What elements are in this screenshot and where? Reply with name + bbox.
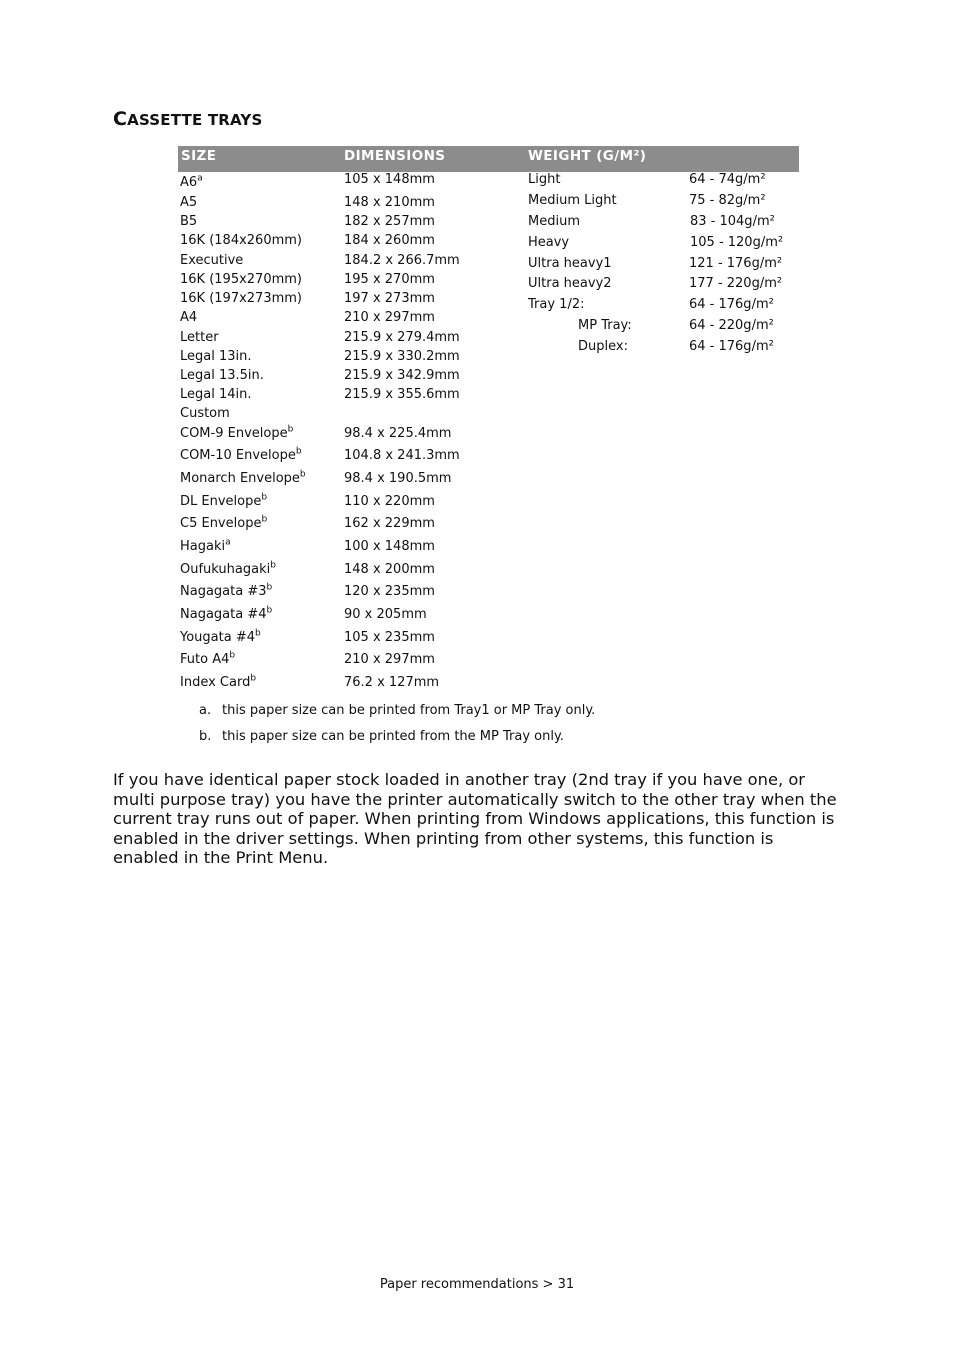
dimension-cell: 98.4 x 225.4mm [344,426,452,441]
footnote-ref: b [270,560,276,571]
footnote-ref: b [299,469,306,480]
weight-value: 177 - 220g/m² [689,276,783,291]
size-label: A4 [180,310,198,325]
size-cell [180,349,252,364]
size-label: A5 [180,195,198,210]
dimension-cell: 105 x 148mm [344,172,435,187]
weight-label: Medium [528,214,580,229]
size-label: Hagaki [180,539,226,554]
dimension-cell: 197 x 273mm [344,291,435,306]
dimension-cell: 100 x 148mm [344,539,435,554]
size-cell [180,562,276,577]
footnote-ref: b [261,514,268,525]
dimension-cell: 105 x 235mm [344,630,435,645]
weight-label: Tray 1/2: [528,297,585,312]
size-label: 16K (195x270mm) [180,272,302,287]
size-cell [180,406,230,421]
size-cell [180,539,231,554]
footnote-text: this paper size can be printed from Tray1 or MP Tray only. [222,703,596,718]
size-cell [180,630,261,645]
footnote-ref: b [261,492,268,503]
footnote-ref: b [295,446,302,457]
dimension-cell: 90 x 205mm [344,607,427,622]
footnote-ref: a [197,173,203,184]
size-cell [180,448,302,463]
size-label: Oufukuhagaki [180,562,271,577]
size-cell [180,291,302,306]
size-cell [180,387,252,402]
dimension-cell: 210 x 297mm [344,652,435,667]
weight-value: 64 - 74g/m² [689,172,766,187]
footnote-a [199,703,595,718]
size-cell [180,426,293,441]
size-cell [180,253,243,268]
size-cell [180,471,306,486]
dimension-cell: 120 x 235mm [344,584,435,599]
size-cell [180,272,302,287]
footnote-ref: b [255,628,261,639]
size-label: 16K (184x260mm) [180,233,302,248]
footnote-mark: a. [199,703,212,718]
header-weight: WEIGHT (G/M²) [528,148,647,164]
size-cell [180,233,302,248]
weight-value: 121 - 176g/m² [689,256,783,271]
footnote-b [199,729,564,744]
size-cell [180,368,264,383]
footnote-ref: b [287,424,294,435]
weight-label: Ultra heavy2 [528,276,612,291]
size-cell [180,310,197,325]
weight-label: MP Tray: [578,318,632,333]
size-cell [180,516,267,531]
weight-value: 64 - 220g/m² [689,318,774,333]
size-label: Nagagata #3 [180,584,267,599]
weight-label: Ultra heavy1 [528,256,612,271]
dimension-cell: 182 x 257mm [344,214,435,229]
size-label: C5 Envelope [180,516,262,531]
size-cell [180,675,256,690]
size-label: COM-9 Envelope [180,426,288,441]
dimension-cell: 162 x 229mm [344,516,435,531]
size-cell [180,214,197,229]
size-label: Legal 13in. [180,349,252,364]
weight-label: Heavy [528,235,570,250]
size-cell [180,652,235,667]
weight-value: 64 - 176g/m² [689,297,774,312]
footnote-ref: b [266,605,273,616]
weight-value: 83 - 104g/m² [690,214,775,229]
size-cell [180,607,272,622]
header-size: SIZE [181,148,217,164]
dimension-cell: 215.9 x 279.4mm [344,330,460,345]
size-cell [180,584,272,599]
footnote-ref: b [229,650,236,661]
header-dimensions: DIMENSIONS [344,148,446,164]
body-paragraph: If you have identical paper stock loaded in another tray (2nd tray if you have one, or multi purpose tray) you have the printer automatically switch to the other tray when the current tray runs out of paper. When printing from Windows applications, this function is enabled in the driver settings. When printing from other systems, this function is enabled in the Print Menu. [113,770,837,868]
size-label: Nagagata #4 [180,607,267,622]
footnote-mark: b. [199,729,212,744]
size-cell [180,195,197,210]
dimension-cell: 104.8 x 241.3mm [344,448,460,463]
size-label: Legal 14in. [180,387,252,402]
page-footer: Paper recommendations > 31 [379,1277,575,1292]
size-label: B5 [180,214,198,229]
weight-label: Duplex: [578,339,628,354]
dimension-cell: 215.9 x 342.9mm [344,368,460,383]
heading-rest: ASSETTE TRAYS [127,111,263,129]
footnote-ref: b [266,582,273,593]
heading-initial: C [113,108,128,130]
footnote-ref: b [250,673,257,684]
dimension-cell: 215.9 x 330.2mm [344,349,460,364]
size-label: DL Envelope [180,494,262,509]
size-label: Executive [180,253,244,268]
size-label: Index Card [180,675,251,690]
size-cell [180,494,267,509]
size-label: Letter [180,330,219,345]
size-label: Legal 13.5in. [180,368,264,383]
weight-value: 64 - 176g/m² [689,339,774,354]
dimension-cell: 148 x 210mm [344,195,435,210]
size-label: Monarch Envelope [180,471,300,486]
footnote-ref: a [225,537,231,548]
size-cell [180,330,219,345]
dimension-cell: 110 x 220mm [344,494,435,509]
size-label: Custom [180,406,230,421]
dimension-cell: 215.9 x 355.6mm [344,387,460,402]
section-heading [113,108,262,130]
table-header [178,146,799,172]
size-label: Futo A4 [180,652,230,667]
dimension-cell: 76.2 x 127mm [344,675,440,690]
dimension-cell: 210 x 297mm [344,310,435,325]
dimension-cell: 148 x 200mm [344,562,435,577]
footnote-text: this paper size can be printed from the MP Tray only. [222,729,564,744]
size-label: A6 [180,175,198,190]
dimension-cell: 98.4 x 190.5mm [344,471,452,486]
size-cell [180,175,203,190]
weight-label: Light [528,172,561,187]
size-label: COM-10 Envelope [180,448,296,463]
weight-value: 105 - 120g/m² [690,235,784,250]
dimension-cell: 195 x 270mm [344,272,435,287]
dimension-cell: 184 x 260mm [344,233,435,248]
dimension-cell: 184.2 x 266.7mm [344,253,460,268]
weight-value: 75 - 82g/m² [689,193,766,208]
weight-label: Medium Light [528,193,617,208]
size-label: 16K (197x273mm) [180,291,302,306]
size-label: Yougata #4 [180,630,255,645]
